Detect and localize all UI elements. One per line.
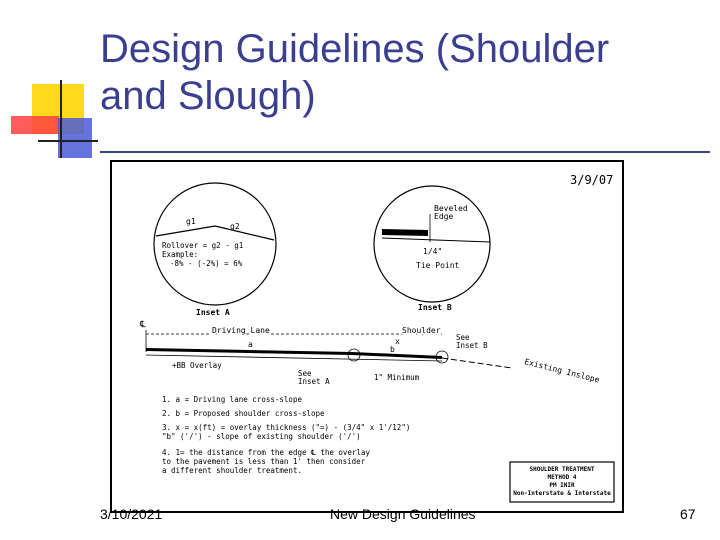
title-block-line-1: SHOULDER TREATMENT [529,466,595,473]
existing-inslope-label: Existing Inslope [523,357,601,385]
inset-b-tie-point: Tie Point [416,261,460,270]
slide-title-line-2: and Slough) [100,74,316,118]
footer-page-number: 67 [680,506,696,522]
note-4: 4. 1= the distance from the edge ℄ the overlay [162,448,371,457]
minimum-label: 1" Minimum [374,373,420,382]
deco-blue-square [58,118,92,158]
inset-b-circle [374,186,490,302]
see-inset-b-1: See [456,333,470,342]
drawing-date: 3/9/07 [570,173,614,187]
existing-inslope-line [442,358,512,368]
label-b: b [390,345,395,354]
drawing-svg [112,162,622,511]
bb-overlay-label: +BB Overlay [172,361,222,370]
note-1: 1. a = Driving lane cross-slope [162,395,302,404]
footer-date: 3/10/2021 [100,506,163,522]
inset-a-g1: g1 [186,217,196,226]
see-inset-b-2: Inset B [456,341,488,350]
inset-b-edge: Edge [434,212,454,221]
inset-b-quarter: 1/4" [423,247,443,256]
inset-b-beveled: Beveled [434,204,468,213]
note-4-cont-1: to the pavement is less than 1' then consider [162,457,366,466]
inset-a-g2: g2 [230,222,240,231]
title-block-line-4: Non-Interstate & Interstate [513,490,611,497]
inset-a-slope-g1 [156,226,215,236]
overlay-thick [146,348,442,359]
note-3: 3. x = x(ft) = overlay thickness ("=) - (3/4" x 1'/12") [162,423,411,432]
engineering-drawing [110,160,624,513]
note-2: 2. b = Proposed shoulder cross-slope [162,409,325,418]
deco-red-square [11,116,59,134]
title-underline [100,151,710,153]
shoulder-label: Shoulder [402,326,441,335]
inset-b-label: Inset B [418,303,452,312]
title-block-line-2: METHOD 4 [547,474,577,481]
inset-a-example: Example: [162,250,199,259]
inset-b-line [382,238,490,242]
label-a: a [248,340,253,349]
see-inset-a-2: Inset A [298,377,330,386]
inset-a-rollover: Rollover = g2 - g1 [162,241,244,250]
inset-a-label: Inset A [196,308,230,317]
inset-a-slope-g2 [215,226,274,240]
driving-lane-label: Driving Lane [212,326,270,335]
see-inset-a-1: See [298,369,312,378]
inset-a-calc: -8% - (-2%) = 6% [170,259,243,268]
deco-horizontal-line [38,140,98,142]
label-x: x [395,337,400,346]
slide-title-line-1: Design Guidelines (Shoulder [100,27,610,71]
note-4-cont-2: a different shoulder treatment. [162,466,302,475]
deco-vertical-line [60,80,62,158]
slide-title [100,26,700,120]
inset-b-bevel [382,229,428,236]
title-block-line-3: PM INIR [549,482,575,489]
note-3-cont: "b" ('/') - slope of existing shoulder ('/') [162,432,361,441]
footer-title: New Design Guidelines [330,506,476,522]
centerline-symbol: ℄ [140,320,146,330]
